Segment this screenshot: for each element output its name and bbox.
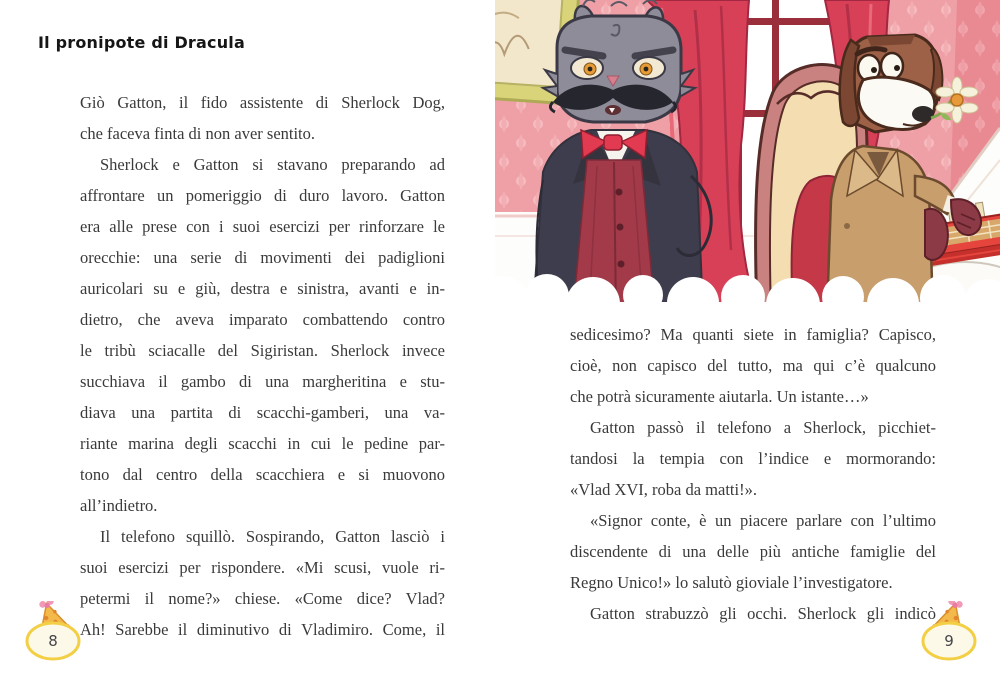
running-header: Il pronipote di Dracula — [38, 33, 245, 52]
text-line: era alle prese con i suoi esercizi per rinforzare le — [80, 217, 445, 236]
text-line: sedicesimo? Ma quanti siete in famiglia? Capisco, — [570, 325, 936, 344]
text-line: Regno Unico!» lo salutò gioviale l’investigatore. — [570, 573, 893, 592]
text-line: affrontare un pomeriggio di duro lavoro. Gatton — [80, 186, 445, 205]
page-number: 8 — [48, 632, 58, 650]
page-number-badge-right — [908, 601, 986, 665]
text-line: «Signor conte, è un piacere parlare con l’ultimo — [590, 511, 936, 530]
text-line: petermi il nome?» chiese. «Come dice? Vlad? — [80, 589, 445, 608]
text-line: dietro, che aveva imparato combattendo contro — [80, 310, 445, 329]
text-line: «Vlad XVI, roba da matti!». — [570, 480, 757, 499]
text-line: discendente di una delle più antiche famiglie del — [570, 542, 936, 561]
text-line: riante marina degli scacchi in cui le pedine par- — [80, 434, 445, 453]
text-line: le tribù sciacalle del Sigiristan. Sherlock invece — [80, 341, 445, 360]
text-line: orecchie: una serie di movimenti dei padiglioni — [80, 248, 445, 267]
text-line: Giò Gatton, il fido assistente di Sherlock Dog, — [80, 93, 445, 112]
text-line: che potrà sicuramente aiutarla. Un istante…» — [570, 387, 869, 406]
text-line: che faceva finta di non aver sentito. — [80, 124, 316, 143]
text-line: all’indietro. — [80, 496, 158, 515]
text-line: Il telefono squillò. Sospirando, Gatton lasciò i — [100, 527, 445, 546]
text-line: cioè, non capisco del tutto, ma qui c’è qualcuno — [570, 356, 936, 375]
text-line: suoi esercizi per rispondere. «Mi scusi, vuole ri- — [80, 558, 445, 577]
text-line: tandosi la tempia con l’indice e mormorando: — [570, 449, 936, 468]
left-page-text — [80, 87, 445, 645]
page-number-badge-left — [16, 601, 94, 665]
text-line: auricolari su e giù, destra e sinistra, avanti e in- — [80, 279, 445, 298]
story-illustration — [495, 0, 1000, 312]
text-line: Sherlock e Gatton si stavano preparando ad — [100, 155, 445, 174]
text-line: Gatton strabuzzò gli occhi. Sherlock gli indicò — [590, 604, 936, 623]
text-line: diava una partita di scacchi-gamberi, una va- — [80, 403, 445, 422]
text-line: tono dal centro della scacchiera e si muovono — [80, 465, 445, 484]
text-line: Gatton passò il telefono a Sherlock, picchiet- — [590, 418, 936, 437]
text-line: Ah! Sarebbe il diminutivo di Vladimiro. Come, il — [80, 620, 445, 639]
text-line: succhiava il gambo di una margheritina e stu- — [80, 372, 445, 391]
page-number: 9 — [944, 632, 954, 650]
right-page-text — [570, 319, 936, 629]
